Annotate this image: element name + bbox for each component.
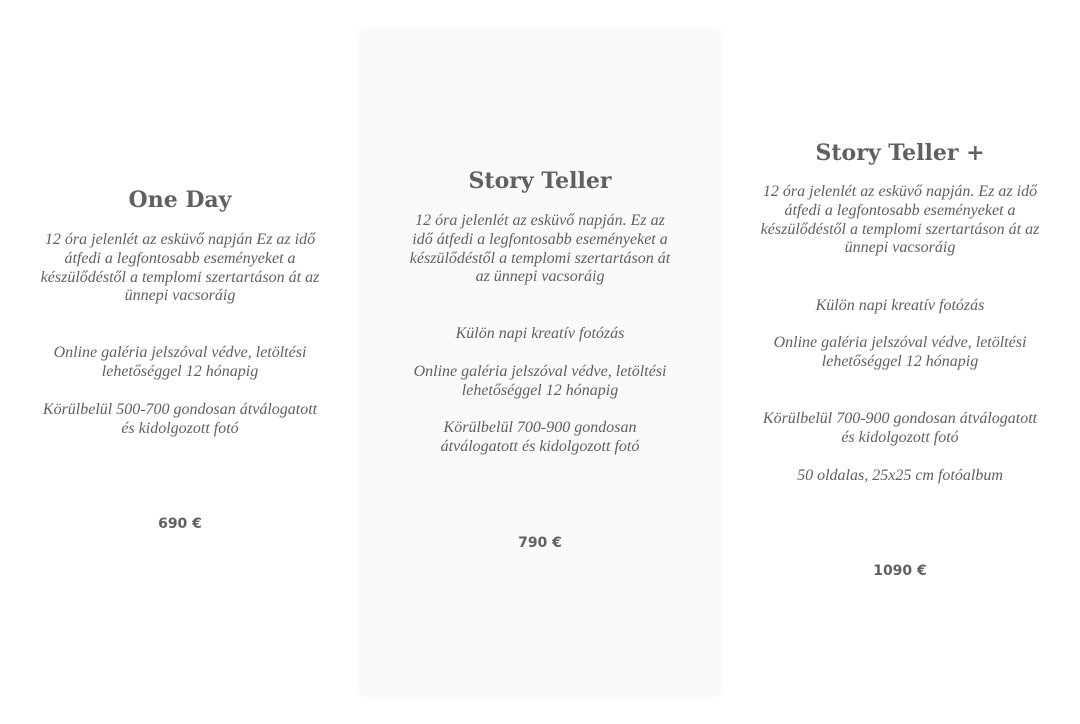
plan-price: 1090 € [873,563,927,579]
plan-feature: 12 óra jelenlét az esküvő napján. Ez az idő átfedi a legfontosabb eseményeket a készülődéstől a templomi szertartáson át az ünnepi vacsoráig [409,212,671,286]
plan-price: 790 € [518,535,562,551]
plan-feature: Külön napi kreatív fotózás [455,325,625,342]
plan-feature: 50 oldalas, 25x25 cm fotóalbum [797,467,1003,484]
plan-title: Story Teller [468,168,612,194]
pricing-card-story-teller [359,29,721,695]
plan-title: Story Teller + [815,140,985,166]
plan-price: 690 € [158,516,202,532]
plan-feature: Körülbelül 500-700 gondosan átválogatott és kidolgozott fotó [42,401,318,437]
plan-feature: 12 óra jelenlét az esküvő napján. Ez az idő átfedi a legfontosabb eseményeket a készülődéstől a templomi szertartáson át az ünnepi vacsoráig [760,183,1040,257]
plan-feature: 12 óra jelenlét az esküvő napján Ez az idő átfedi a legfontosabb eseményeket a készülődéstől a templomi szertartáson át az ünnepi vacsoráig [40,231,320,305]
plan-feature: Körülbelül 700-900 gondosan átválogatott és kidolgozott fotó [762,410,1038,446]
plan-feature: Körülbelül 700-900 gondosan átválogatott és kidolgozott fotó [440,419,640,455]
plan-feature: Online galéria jelszóval védve, letöltési lehetőséggel 12 hónapig [413,363,667,399]
plan-feature: Online galéria jelszóval védve, letöltési lehetőséggel 12 hónapig [773,334,1027,370]
plan-feature: Online galéria jelszóval védve, letöltési lehetőséggel 12 hónapig [53,344,307,380]
plan-title: One Day [128,187,232,213]
plan-feature: Külön napi kreatív fotózás [815,297,985,314]
